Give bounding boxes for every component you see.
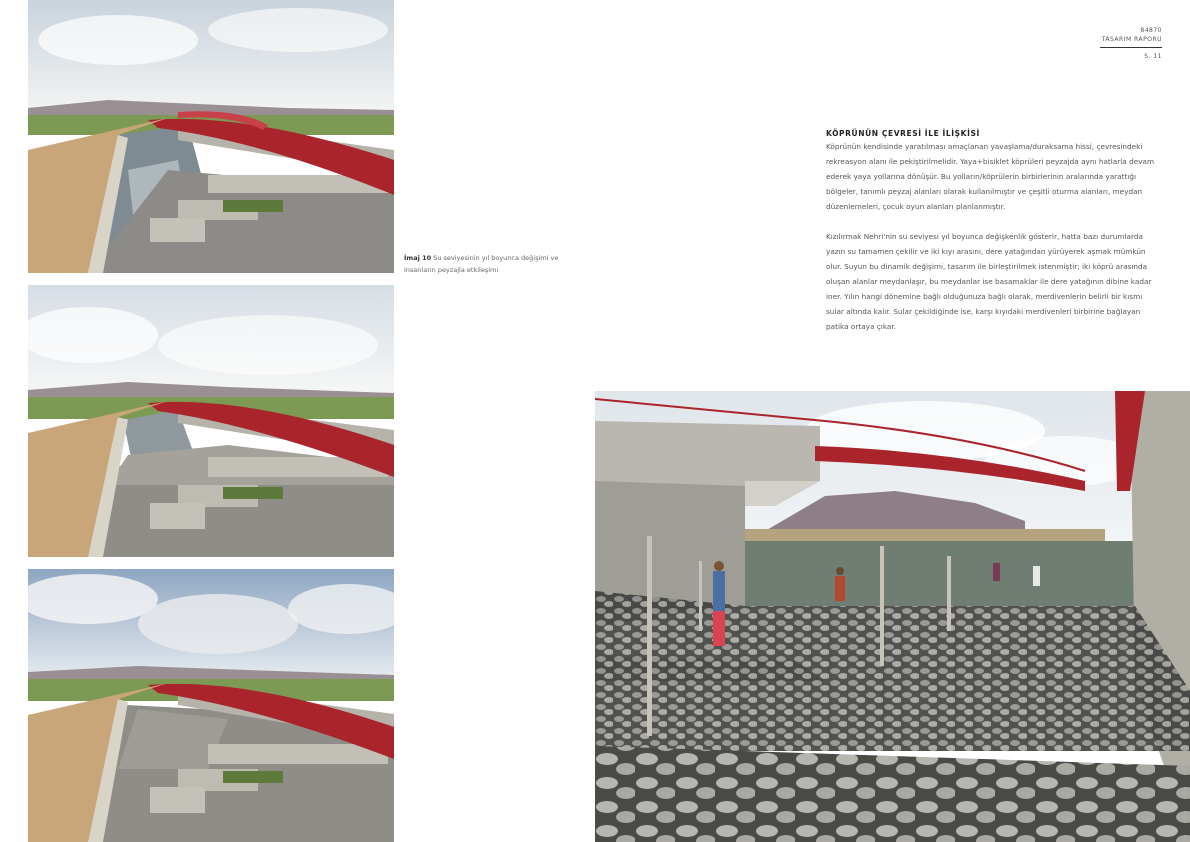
paragraph-2: Kızılırmak Nehri'nin su seviyesi yıl boyunca değişkenlik gösterir, hatta bazı durumlarda yazın su tamamen çekilir ve iki kıyı arasını, dere yatağından yürüyerek aşmak mümkün olur. Suyun bu dinamik değişimi, tasarım ile birleştirilmek istenmiştir; iki köprü arasında oluşan alanlar meydanlaşır, bu meydanlar ise basamaklar ile dere yatağının dibine kadar iner. Yılın hangi dönemine bağlı olduğunuza bağlı olarak, merdivenlerin belirli bir kısmı sular altında kalır. Sular çekildiğinde ise, karşı kıyıdaki merdivenleri birbirine bağlayan patika ortaya çıkar. bbox=[826, 232, 1152, 331]
report-title: TASARIM RAPORU bbox=[1101, 36, 1162, 43]
report-header bbox=[1100, 26, 1162, 61]
section-heading: KÖPRÜNÜN ÇEVRESİ İLE İLİŞKİSİ bbox=[826, 129, 980, 138]
section-text bbox=[826, 128, 1162, 349]
header-rule bbox=[1100, 47, 1162, 48]
render-low-water bbox=[28, 569, 394, 842]
image-caption bbox=[404, 252, 564, 276]
page-number: S. 11 bbox=[1144, 53, 1162, 60]
render-mid-water bbox=[28, 285, 394, 557]
paragraph-1: Köprünün kendisinde yaratılması amaçlanan yavaşlama/duraksama hissi, çevresindeki rekreasyon alanı ile pekiştirilmelidir. Yaya+bisiklet köprüleri peyzajda aynı hatlarla devam ederek yaya yollarına dönüşür. Bu yolların/köprülerin birbirlerinin aralarında yarattığı bölgeler, tanımlı peyzaj alanları olarak kullanılmıştır ve çeşitli oturma alanları, meydan düzenlemeleri, çocuk oyun alanları planlanmıştır. bbox=[826, 142, 1155, 211]
render-high-water bbox=[28, 0, 394, 273]
caption-text: Su seviyesinin yıl boyunca değişimi ve insanların peyzajla etkileşimi bbox=[404, 254, 559, 274]
render-riverbed-view bbox=[595, 391, 1190, 842]
project-code: 84870 bbox=[1140, 27, 1162, 34]
caption-label: İmaj 10 bbox=[404, 254, 432, 262]
